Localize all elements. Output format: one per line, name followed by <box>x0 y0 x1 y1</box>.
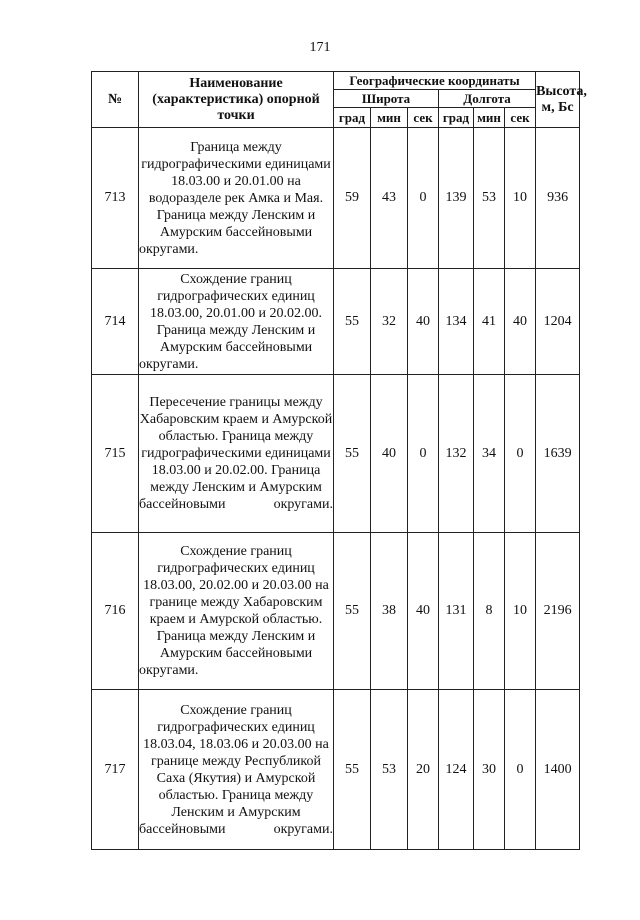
lat-min: 40 <box>371 375 408 533</box>
lon-deg: 134 <box>439 269 474 375</box>
header-num: № <box>92 72 139 128</box>
header-lon-deg: град <box>439 108 474 128</box>
lon-deg: 124 <box>439 690 474 850</box>
lon-min: 41 <box>474 269 505 375</box>
lat-min: 38 <box>371 533 408 690</box>
lon-min: 34 <box>474 375 505 533</box>
height: 2196 <box>536 533 580 690</box>
lat-sec: 40 <box>408 269 439 375</box>
lat-deg: 55 <box>334 690 371 850</box>
lon-deg: 131 <box>439 533 474 690</box>
row-description: Пересечение границы между Хабаровским краем и Амурской областью. Граница между гидрографическими единицами 18.03.00 и 20.02.00. Граница между Ленским и Амурским бассейновыми округами. <box>139 375 334 533</box>
page-number: 171 <box>309 40 331 55</box>
lon-deg: 132 <box>439 375 474 533</box>
height: 936 <box>536 128 580 269</box>
row-description: Граница между гидрографическими единицами 18.03.00 и 20.01.00 на водоразделе рек Амка и Мая. Граница между Ленским и Амурским бассейновыми округами. <box>139 128 334 269</box>
lat-sec: 0 <box>408 128 439 269</box>
row-num: 713 <box>92 128 139 269</box>
lat-min: 43 <box>371 128 408 269</box>
height: 1639 <box>536 375 580 533</box>
lon-min: 53 <box>474 128 505 269</box>
lat-deg: 55 <box>334 533 371 690</box>
table-row <box>92 128 580 269</box>
lat-deg: 55 <box>334 375 371 533</box>
lat-min: 32 <box>371 269 408 375</box>
lon-min: 8 <box>474 533 505 690</box>
header-height: Высота, м, Бс <box>536 72 580 128</box>
row-num: 715 <box>92 375 139 533</box>
lon-sec: 0 <box>505 375 536 533</box>
lon-sec: 0 <box>505 690 536 850</box>
table-row <box>92 375 580 533</box>
row-description: Схождение границ гидрографических единиц 18.03.04, 18.03.06 и 20.03.00 на границе между Республикой Саха (Якутия) и Амурской областью. Граница между Ленским и Амурским бассейновыми округами. <box>139 690 334 850</box>
lon-sec: 10 <box>505 128 536 269</box>
table-row <box>92 269 580 375</box>
lat-sec: 20 <box>408 690 439 850</box>
height: 1400 <box>536 690 580 850</box>
lon-deg: 139 <box>439 128 474 269</box>
header-lon-min: мин <box>474 108 505 128</box>
row-num: 717 <box>92 690 139 850</box>
row-description: Схождение границ гидрографических единиц 18.03.00, 20.01.00 и 20.02.00. Граница между Ленским и Амурским бассейновыми округами. <box>139 269 334 375</box>
header-lat-deg: град <box>334 108 371 128</box>
lon-sec: 40 <box>505 269 536 375</box>
header-lon-sec: сек <box>505 108 536 128</box>
reference-points-table <box>91 71 587 850</box>
header-latitude: Широта <box>334 90 439 108</box>
header-longitude: Долгота <box>439 90 536 108</box>
lat-deg: 59 <box>334 128 371 269</box>
row-description: Схождение границ гидрографических единиц 18.03.00, 20.02.00 и 20.03.00 на границе между Хабаровским краем и Амурской областью. Граница между Ленским и Амурским бассейновыми округами. <box>139 533 334 690</box>
table-row <box>92 533 580 690</box>
lat-sec: 40 <box>408 533 439 690</box>
lon-sec: 10 <box>505 533 536 690</box>
header-name: Наименование (характеристика) опорной точки <box>139 72 334 128</box>
lon-min: 30 <box>474 690 505 850</box>
table-row <box>92 690 580 850</box>
header-geo-coords: Географические координаты <box>334 72 536 90</box>
height: 1204 <box>536 269 580 375</box>
lat-min: 53 <box>371 690 408 850</box>
header-lat-min: мин <box>371 108 408 128</box>
lat-deg: 55 <box>334 269 371 375</box>
header-lat-sec: сек <box>408 108 439 128</box>
table-header <box>92 72 587 128</box>
lat-sec: 0 <box>408 375 439 533</box>
row-num: 716 <box>92 533 139 690</box>
row-num: 714 <box>92 269 139 375</box>
